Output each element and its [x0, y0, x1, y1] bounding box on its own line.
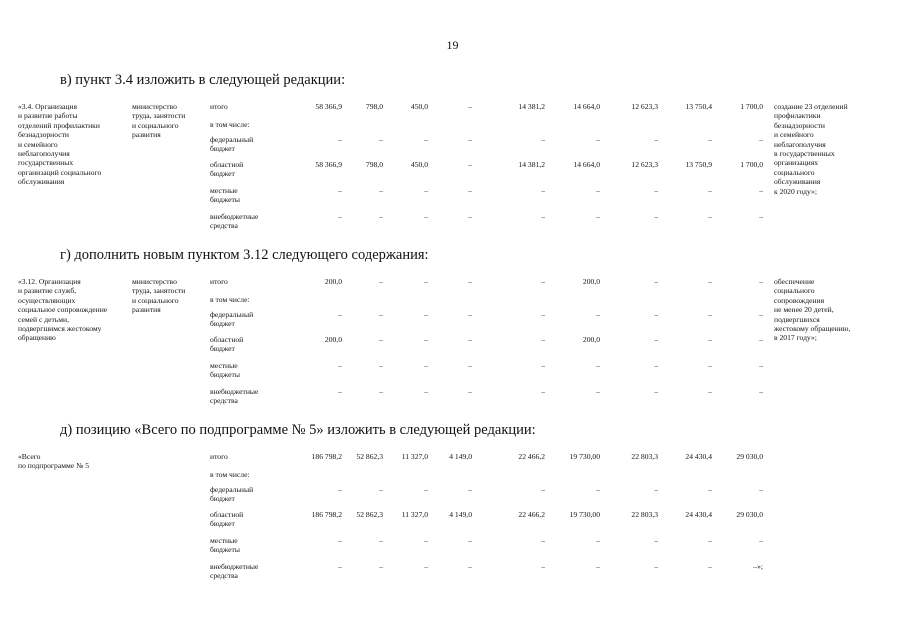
funding-value: – — [468, 160, 472, 169]
funding-value: – — [654, 135, 658, 144]
funding-value: 12 623,3 — [631, 160, 658, 169]
funding-value: – — [708, 186, 712, 195]
funding-value: – — [379, 335, 383, 344]
funding-value: – — [424, 310, 428, 319]
funding-value: 19 730,00 — [569, 510, 600, 519]
funding-value: – — [468, 277, 472, 286]
funding-source-label: областной бюджет — [210, 510, 244, 529]
funding-value: – — [654, 310, 658, 319]
funding-value: – — [541, 361, 545, 370]
funding-value: 200,0 — [324, 335, 342, 344]
funding-value: – — [541, 277, 545, 286]
funding-source-label: внебюджетные средства — [210, 387, 259, 406]
funding-value: – — [759, 485, 763, 494]
funding-value: – — [338, 186, 342, 195]
funding-value: – — [654, 562, 658, 571]
funding-value: – — [541, 335, 545, 344]
funding-source-label: федеральный бюджет — [210, 135, 254, 154]
funding-source-label: в том числе: — [210, 295, 250, 304]
funding-value: – — [338, 135, 342, 144]
funding-source-label: в том числе: — [210, 470, 250, 479]
funding-source-label: итого — [210, 452, 228, 461]
item-name: «Всего по подпрограмме № 5 — [18, 452, 90, 471]
funding-value: – — [708, 212, 712, 221]
funding-value: 52 862,3 — [356, 510, 383, 519]
funding-value: – — [708, 387, 712, 396]
funding-value: 798,0 — [365, 160, 383, 169]
funding-value: 13 750,4 — [685, 102, 712, 111]
funding-value: – — [541, 135, 545, 144]
funding-value: 450,0 — [410, 102, 428, 111]
funding-value: 14 381,2 — [518, 102, 545, 111]
funding-value: 29 030,0 — [736, 510, 763, 519]
funding-value: – — [759, 135, 763, 144]
funding-value: 1 700,0 — [740, 160, 763, 169]
funding-value: 1 700,0 — [740, 102, 763, 111]
funding-value: – — [468, 361, 472, 370]
funding-value: 13 750,9 — [685, 160, 712, 169]
funding-value: 58 366,9 — [315, 160, 342, 169]
funding-value: – — [708, 310, 712, 319]
funding-value: 200,0 — [582, 277, 600, 286]
funding-value: – — [708, 277, 712, 286]
funding-value: 24 430,4 — [685, 452, 712, 461]
expected-result: обеспечение социального сопровождения не менее 20 детей, подвергшихся жестокому обращению, в 2017 году»; — [774, 277, 851, 343]
funding-source-label: федеральный бюджет — [210, 485, 254, 504]
funding-value: – — [654, 536, 658, 545]
funding-source-label: местные бюджеты — [210, 361, 240, 380]
funding-value: – — [468, 102, 472, 111]
funding-value: – — [759, 277, 763, 286]
funding-value: – — [468, 212, 472, 221]
funding-value: – — [338, 387, 342, 396]
funding-value: –»; — [753, 562, 763, 571]
funding-value: – — [759, 335, 763, 344]
funding-value: – — [338, 536, 342, 545]
funding-value: – — [379, 562, 383, 571]
funding-value: – — [379, 186, 383, 195]
funding-value: – — [541, 186, 545, 195]
funding-value: – — [654, 361, 658, 370]
funding-value: – — [654, 277, 658, 286]
funding-value: – — [596, 310, 600, 319]
funding-value: – — [338, 361, 342, 370]
funding-value: – — [468, 387, 472, 396]
funding-source-label: областной бюджет — [210, 160, 244, 179]
funding-source-label: внебюджетные средства — [210, 562, 259, 581]
funding-value: 19 730,00 — [569, 452, 600, 461]
section-heading: в) пункт 3.4 изложить в следующей редакции: — [60, 72, 346, 88]
funding-value: – — [424, 335, 428, 344]
executor-name: министерство труда, занятости и социального развития — [132, 102, 186, 140]
funding-source-label: местные бюджеты — [210, 536, 240, 555]
funding-value: – — [596, 536, 600, 545]
funding-value: – — [654, 186, 658, 195]
funding-value: – — [379, 212, 383, 221]
funding-value: 12 623,3 — [631, 102, 658, 111]
executor-name: министерство труда, занятости и социального развития — [132, 277, 186, 315]
funding-value: 52 862,3 — [356, 452, 383, 461]
funding-value: – — [596, 186, 600, 195]
funding-value: – — [424, 387, 428, 396]
funding-value: – — [708, 562, 712, 571]
funding-value: – — [379, 361, 383, 370]
funding-value: – — [541, 387, 545, 396]
funding-source-label: областной бюджет — [210, 335, 244, 354]
funding-source-label: местные бюджеты — [210, 186, 240, 205]
funding-value: 186 798,2 — [311, 510, 342, 519]
funding-value: – — [338, 310, 342, 319]
item-name: «3.12. Организация и развитие служб, осуществляющих социальное сопровождение семей с детьми, подвергшимся жестокому обращению — [18, 277, 108, 343]
funding-value: 450,0 — [410, 160, 428, 169]
funding-value: – — [468, 562, 472, 571]
funding-value: – — [759, 212, 763, 221]
funding-value: – — [708, 135, 712, 144]
funding-value: – — [654, 212, 658, 221]
funding-value: 29 030,0 — [736, 452, 763, 461]
funding-value: – — [379, 310, 383, 319]
funding-value: – — [424, 562, 428, 571]
funding-source-label: в том числе: — [210, 120, 250, 129]
funding-value: – — [541, 310, 545, 319]
funding-value: 14 664,0 — [573, 102, 600, 111]
funding-value: 22 466,2 — [518, 510, 545, 519]
funding-value: – — [759, 186, 763, 195]
funding-value: – — [424, 212, 428, 221]
funding-value: – — [424, 135, 428, 144]
funding-value: – — [379, 485, 383, 494]
funding-value: – — [338, 212, 342, 221]
funding-value: – — [541, 562, 545, 571]
funding-value: – — [654, 387, 658, 396]
funding-value: – — [424, 361, 428, 370]
funding-value: – — [708, 361, 712, 370]
section-heading: д) позицию «Всего по подпрограмме № 5» изложить в следующей редакции: — [60, 422, 536, 438]
funding-value: – — [759, 310, 763, 319]
funding-value: 11 327,0 — [401, 510, 428, 519]
funding-value: 22 803,3 — [631, 452, 658, 461]
funding-value: 14 381,2 — [518, 160, 545, 169]
funding-value: 200,0 — [324, 277, 342, 286]
funding-value: – — [596, 212, 600, 221]
funding-value: – — [596, 485, 600, 494]
funding-value: 14 664,0 — [573, 160, 600, 169]
funding-value: – — [708, 335, 712, 344]
item-name: «3.4. Организация и развитие работы отделений профилактики безнадзорности и семейного неблагополучия государственных организаций социального обслуживания — [18, 102, 102, 187]
funding-value: – — [379, 135, 383, 144]
funding-value: – — [708, 536, 712, 545]
funding-source-label: итого — [210, 277, 228, 286]
funding-value: – — [541, 485, 545, 494]
funding-value: – — [379, 277, 383, 286]
funding-value: 58 366,9 — [315, 102, 342, 111]
funding-value: 4 149,0 — [449, 510, 472, 519]
page-number: 19 — [446, 38, 459, 52]
funding-value: – — [596, 562, 600, 571]
funding-value: 4 149,0 — [449, 452, 472, 461]
funding-value: – — [468, 335, 472, 344]
funding-value: – — [541, 536, 545, 545]
funding-value: – — [541, 212, 545, 221]
funding-source-label: итого — [210, 102, 228, 111]
funding-value: 798,0 — [365, 102, 383, 111]
funding-value: – — [759, 536, 763, 545]
funding-value: – — [596, 135, 600, 144]
funding-value: – — [596, 361, 600, 370]
expected-result: создание 23 отделений профилактики безнадзорности и семейного неблагополучия в государственных организациях социального обслуживания к 2020 году»; — [774, 102, 848, 196]
funding-value: 200,0 — [582, 335, 600, 344]
funding-value: 24 430,4 — [685, 510, 712, 519]
funding-source-label: федеральный бюджет — [210, 310, 254, 329]
funding-value: 11 327,0 — [401, 452, 428, 461]
funding-value: – — [708, 485, 712, 494]
funding-value: – — [338, 562, 342, 571]
funding-value: – — [424, 186, 428, 195]
funding-value: 186 798,2 — [311, 452, 342, 461]
funding-value: 22 803,3 — [631, 510, 658, 519]
funding-value: – — [759, 387, 763, 396]
funding-value: – — [338, 485, 342, 494]
funding-value: 22 466,2 — [518, 452, 545, 461]
funding-value: – — [424, 277, 428, 286]
funding-value: – — [379, 387, 383, 396]
section-heading: г) дополнить новым пунктом 3.12 следующего содержания: — [60, 247, 429, 263]
funding-value: – — [379, 536, 383, 545]
funding-value: – — [468, 485, 472, 494]
funding-value: – — [468, 135, 472, 144]
funding-value: – — [468, 310, 472, 319]
funding-value: – — [468, 186, 472, 195]
funding-source-label: внебюджетные средства — [210, 212, 259, 231]
funding-value: – — [759, 361, 763, 370]
funding-value: – — [424, 485, 428, 494]
funding-value: – — [654, 335, 658, 344]
funding-value: – — [424, 536, 428, 545]
funding-value: – — [596, 387, 600, 396]
funding-value: – — [654, 485, 658, 494]
funding-value: – — [468, 536, 472, 545]
